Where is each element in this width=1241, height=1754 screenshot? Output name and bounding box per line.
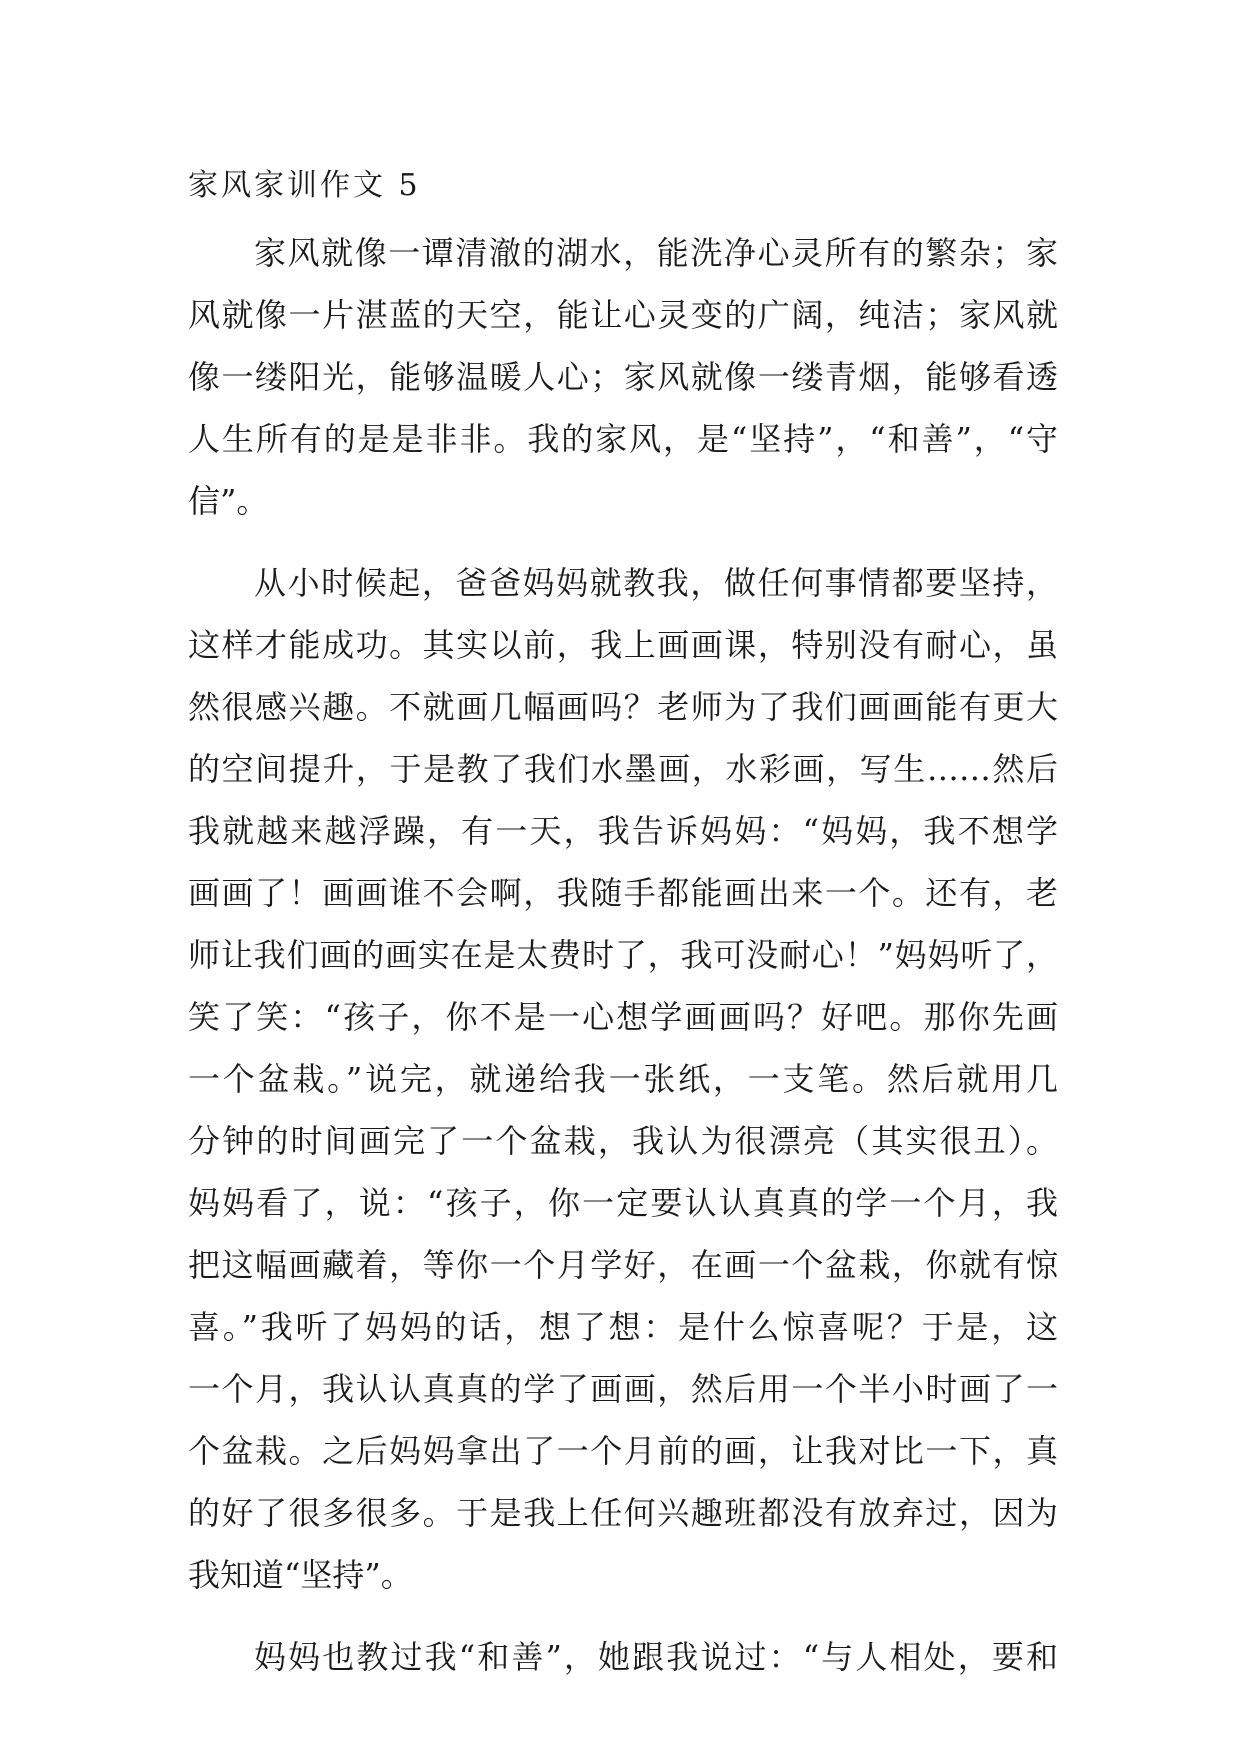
paragraph-2 [188, 552, 1058, 1606]
text-line: 人生所有的是是非非。我的家风，是“坚持”，“和善”，“守 [188, 420, 1058, 458]
text-line: 的空间提升，于是教了我们水墨画，水彩画，写生……然后 [188, 750, 1058, 788]
text-line: 个盆栽。之后妈妈拿出了一个月前的画，让我对比一下，真 [188, 1432, 1058, 1470]
text-line: 笑了笑：“孩子，你不是一心想学画画吗？好吧。那你先画 [188, 998, 1058, 1036]
text-line: 我知道“坚持”。 [188, 1556, 413, 1594]
text-line: 一个月，我认认真真的学了画画，然后用一个半小时画了一 [188, 1370, 1058, 1408]
text-line: 喜。”我听了妈妈的话，想了想：是什么惊喜呢？于是，这 [188, 1308, 1058, 1346]
paragraph-3 [188, 1626, 1058, 1688]
text-line: 一个盆栽。”说完，就递给我一张纸，一支笔。然后就用几 [188, 1060, 1058, 1098]
text-line: 像一缕阳光，能够温暖人心；家风就像一缕青烟，能够看透 [188, 358, 1058, 396]
text-line: 我就越来越浮躁，有一天，我告诉妈妈：“妈妈，我不想学 [188, 812, 1058, 850]
text-line: 这样才能成功。其实以前，我上画画课，特别没有耐心，虽 [188, 626, 1058, 664]
text-line: 师让我们画的画实在是太费时了，我可没耐心！”妈妈听了， [188, 936, 1058, 974]
text-line: 的好了很多很多。于是我上任何兴趣班都没有放弃过，因为 [188, 1494, 1058, 1532]
paragraph-gap [188, 532, 1058, 552]
paragraph-1 [188, 222, 1058, 532]
text-line: 信”。 [188, 482, 269, 520]
text-line: 风就像一片湛蓝的天空，能让心灵变的广阔，纯洁；家风就 [188, 296, 1058, 334]
document-title: 家风家训作文 5 [188, 168, 421, 203]
text-line: 家风就像一谭清澈的湖水，能洗净心灵所有的繁杂；家 [254, 234, 1058, 272]
text-line: 从小时候起，爸爸妈妈就教我，做任何事情都要坚持， [254, 564, 1058, 602]
text-line: 然很感兴趣。不就画几幅画吗？老师为了我们画画能有更大 [188, 688, 1058, 726]
text-line: 妈妈看了，说：“孩子，你一定要认认真真的学一个月，我 [188, 1184, 1058, 1222]
text-line: 把这幅画藏着，等你一个月学好，在画一个盆栽，你就有惊 [188, 1246, 1058, 1284]
document-body [188, 222, 1058, 1688]
text-line: 妈妈也教过我“和善”，她跟我说过：“与人相处，要和 [254, 1638, 1058, 1676]
text-line: 画画了！画画谁不会啊，我随手都能画出来一个。还有，老 [188, 874, 1058, 912]
paragraph-gap [188, 1606, 1058, 1626]
text-line: 分钟的时间画完了一个盆栽，我认为很漂亮（其实很丑）。 [188, 1122, 1058, 1160]
